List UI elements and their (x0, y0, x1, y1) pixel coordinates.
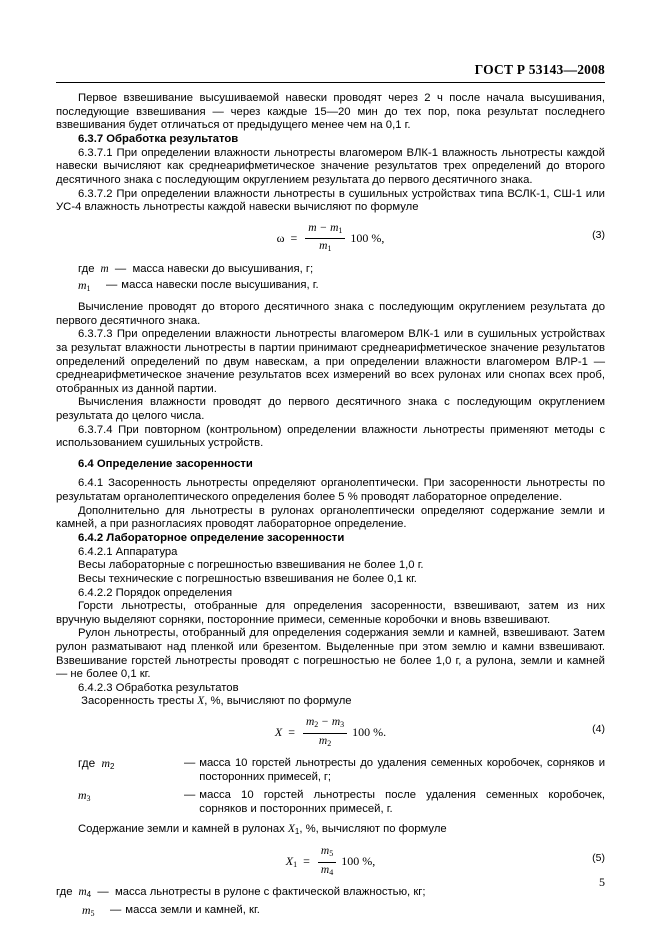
formula-5-number: (5) (592, 852, 605, 865)
document-content (56, 92, 605, 920)
page-header-standard: ГОСТ Р 53143—2008 (474, 62, 605, 77)
formula-5-fraction: $\frac{m_5}{m_4}$ (318, 845, 336, 879)
heading-6-4-2-2: 6.4.2.2 Порядок определения (78, 586, 233, 599)
header-divider (56, 82, 605, 83)
formula-4-number: (4) (592, 722, 605, 735)
paragraph-6-3-7-3: 6.3.7.3 При определении влажности льнотресты влагомером ВЛК-1 или в сушильных устройствах за результат влажности льнотресты в партии принимают среднеарифметическое значение результатов определений определений по двум навескам, а при определении влажности влагомером ВЛР-1 — среднеарифметическое значение результатов всех измерений во всех рулонах или снопах всех проб, отобранных из данной партии. (56, 328, 605, 395)
heading-6-3-7: 6.3.7 Обработка результатов (78, 133, 239, 146)
formula-5: $X_1$ = $\frac{m_5}{m_4}$ 100 %, (5) (56, 845, 605, 879)
symbol-m3: $m_3$ (78, 788, 91, 804)
heading-6-4: 6.4 Определение засоренности (78, 457, 253, 470)
where-row-m1: $m_1$ — масса навески после высушивания, г. (56, 279, 605, 296)
page-number: 5 (599, 875, 605, 889)
where-row-m5: $m_5$ — масса земли и камней, кг. (56, 904, 605, 921)
symbol-m1: $m_1$ (78, 277, 91, 293)
paragraph-earth-lead: Содержание земли и камней в рулонах $X_1$, %, вычисляют по формуле (78, 822, 447, 836)
paragraph-6-3-7-1: 6.3.7.1 При определении влажности льнотресты влагомером ВЛК-1 влажность льнотресты каждой навески вычисляют как среднеарифметическое значение результатов трех определений до второго десятичного знака с последующим округлением результата до первого десятичного знака. (56, 146, 605, 187)
where-row-m2: где $m_2$ — масса 10 горстей льнотресты до удаления семенных коробочек, сорняков и посторонних примесей, г; (56, 757, 605, 784)
formula-3-number: (3) (592, 228, 605, 241)
paragraph-contamination-formula-lead: Засоренность тресты X, %, вычисляют по формуле (78, 695, 352, 708)
formula-4-fraction: $\frac{m_2 - m_3}{m_2}$ (303, 716, 347, 750)
where-text-m2: масса 10 горстей льнотресты до удаления семенных коробочек, сорняков и посторонних примесей, г; (199, 757, 605, 783)
where-text-m5: масса земли и камней, кг. (125, 903, 260, 916)
heading-6-4-2-3: 6.4.2.3 Обработка результатов (78, 681, 239, 694)
paragraph-6-3-7-4: 6.3.7.4 При повторном (контрольном) определении влажности льнотресты применяют методы с использованием сушильных устройств. (56, 423, 605, 450)
formula-3-fraction: $\frac{m - m_1}{m_1}$ (305, 222, 345, 256)
paragraph-6-3-7-2: 6.3.7.2 При определении влажности льнотресты в сушильных устройствах типа ВСЛК-1, СШ-1 или УС-4 влажность льнотресты каждой навески вычисляют по формуле (56, 187, 605, 214)
symbol-m5: $m_5$ (82, 902, 95, 918)
where-text-m3: масса 10 горстей льнотресты после удаления семенных коробочек, сорняков и посторонних примесей, г. (199, 789, 605, 815)
where-row-m3: $m_3$ — масса 10 горстей льнотресты после удаления семенных коробочек, сорняков и посторонних примесей, г. (56, 789, 605, 816)
formula-4: X = $\frac{m_2 - m_3}{m_2}$ 100 %. (4) (56, 716, 605, 750)
formula-3: ω = $\frac{m - m_1}{m_1}$ 100 %, (3) (56, 222, 605, 256)
heading-6-4-2-1: 6.4.2.1 Аппаратура (78, 545, 178, 558)
paragraph-tech-scales: Весы технические с погрешностью взвешивания не более 0,1 кг. (78, 573, 417, 585)
where-label-5: где $m_4$ — масса льнотресты в рулоне с фактической влажностью, кг; (56, 886, 426, 900)
where-label-4: где $m_2$ (78, 756, 115, 772)
where-label-3: где m — масса навески до высушивания, г; (78, 263, 314, 276)
paragraph-roll: Рулон льнотресты, отобранный для определения содержания земли и камней, взвешивают. Затем рулон разматывают над пленкой или брезентом. Выделенные при этом землю и камни взвешивают. Взвешивание горстей льнотресты проводят с погрешностью не более 1,0 г, а рулона, земли и камней — не более 0,1 кг. (56, 627, 605, 681)
paragraph-intro: Первое взвешивание высушиваемой навески проводят через 2 ч после начала высушивания, последующие взвешивания — через каждые 15—20 мин до тех пор, пока результат последнего взвешивания будет отличаться от предыдущего менее чем на 0,1 г. (56, 92, 605, 132)
heading-6-4-2: 6.4.2 Лабораторное определение засоренности (78, 532, 345, 545)
paragraph-6-4-1-additional: Дополнительно для льнотресты в рулонах органолептически определяют содержание земли и камней, а при разногласиях проводят лабораторное определение. (56, 504, 605, 531)
paragraph-rounding-whole: Вычисления влажности проводят до первого десятичного знака с последующим округлением результата до целого числа. (56, 396, 605, 422)
paragraph-lab-scales: Весы лабораторные с погрешностью взвешивания не более 1,0 г. (78, 559, 424, 572)
paragraph-6-4-1: 6.4.1 Засоренность льнотресты определяют органолептически. При засоренности льнотресты по результатам органолептического определения более 5 % проводят лабораторное определение. (56, 477, 605, 503)
paragraph-rounding-first: Вычисление проводят до второго десятичного знака с последующим округлением результата до первого десятичного знака. (56, 301, 605, 327)
where-text-m1: масса навески после высушивания, г. (121, 278, 319, 291)
paragraph-handfuls: Горсти льнотресты, отобранные для определения засоренности, взвешивают, затем из них вручную выделяют сорняки, посторонние примеси, семенные коробочки и вновь взвешивают. (56, 600, 605, 626)
